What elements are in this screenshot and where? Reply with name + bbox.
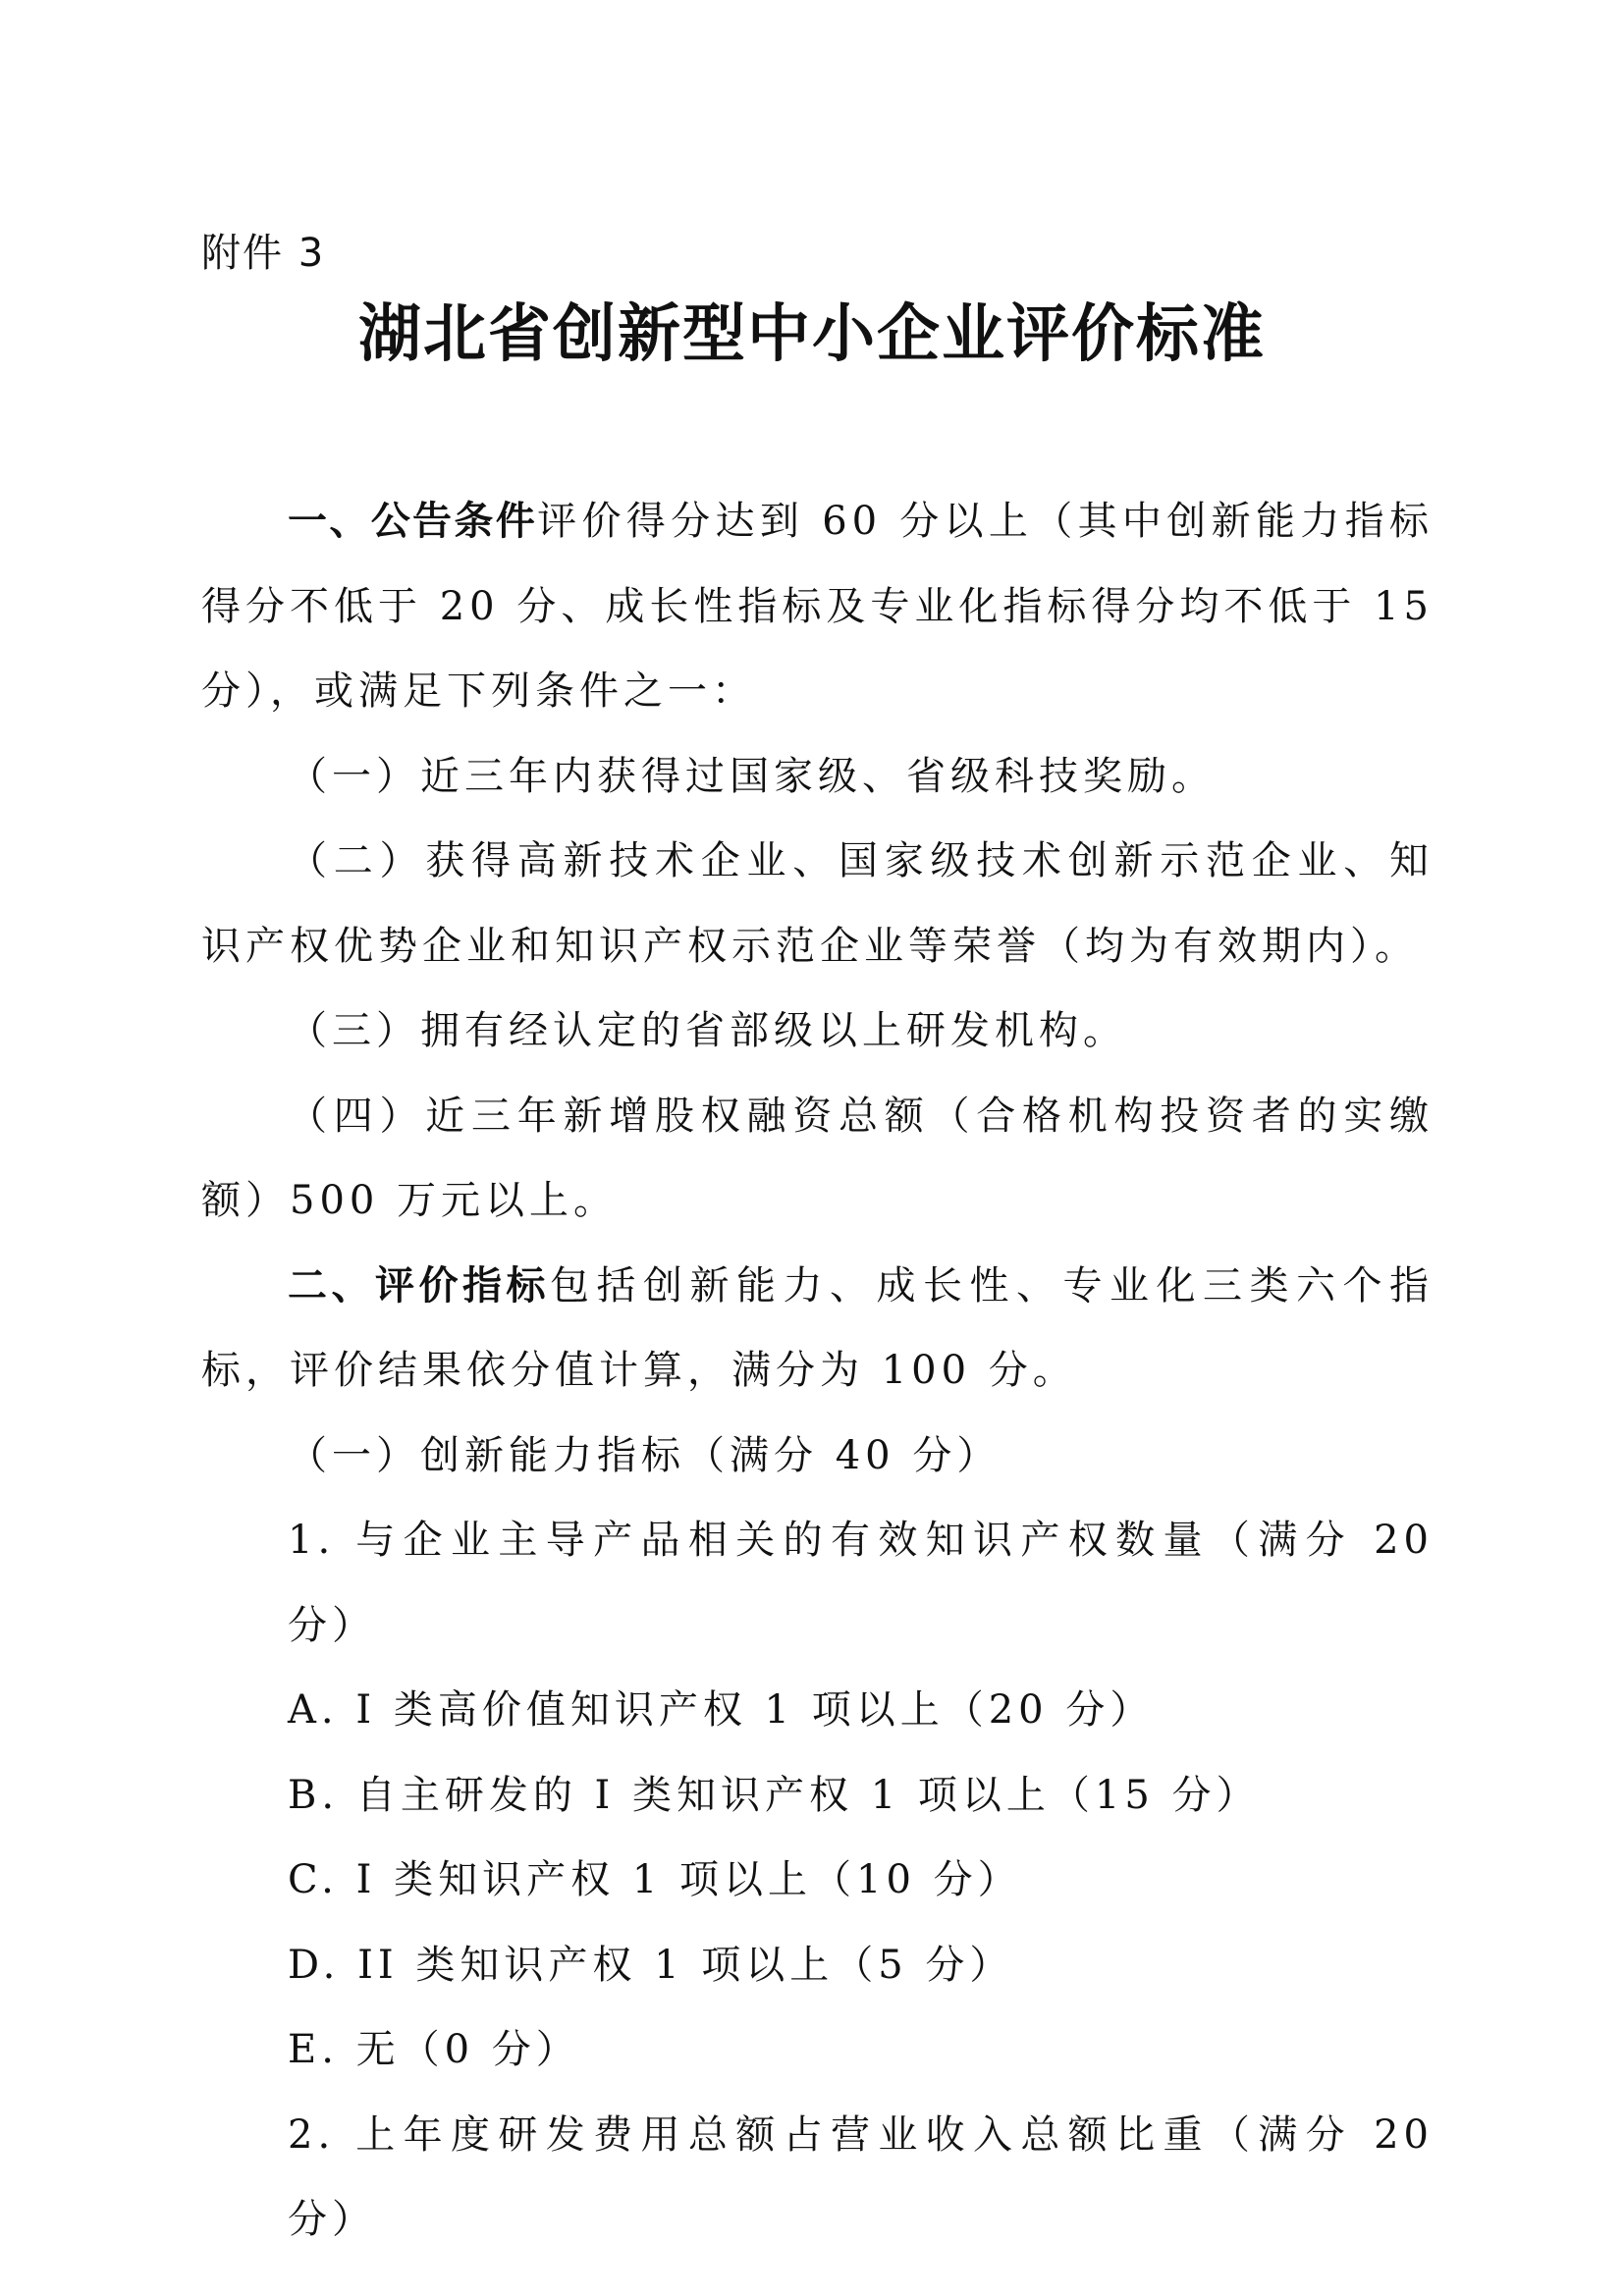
condition-2: （二）获得高新技术企业、国家级技术创新示范企业、知识产权优势企业和知识产权示范企业等荣誉（均为有效期内）。 — [201, 838, 1434, 969]
section2-text: 包括创新能力、成长性、专业化三类六个指标，评价结果依分值计算，满分为 100 分。 — [201, 1262, 1434, 1393]
section1-heading: 一、公告条件 — [288, 499, 538, 544]
attachment-label: 附件 3 — [201, 231, 326, 276]
option-c: C. I 类知识产权 1 项以上（10 分） — [288, 1857, 1022, 1902]
section2-heading: 二、评价指标 — [288, 1262, 550, 1308]
condition-4: （四）近三年新增股权融资总额（合格机构投资者的实缴额）500 万元以上。 — [201, 1093, 1434, 1223]
indicator-2: 2. 上年度研发费用总额占营业收入总额比重（满分 20 分） — [288, 2111, 1434, 2242]
section2-paragraph — [201, 1244, 1434, 1414]
section1-text: 评价得分达到 60 分以上（其中创新能力指标得分不低于 20 分、成长性指标及专业化指标得分均不低于 15 分），或满足下列条件之一： — [201, 499, 1435, 714]
indicator-1: 1. 与企业主导产品相关的有效知识产权数量（满分 20 分） — [288, 1518, 1434, 1648]
option-b: B. 自主研发的 I 类知识产权 1 项以上（15 分） — [288, 1772, 1261, 1818]
document-body — [201, 479, 1434, 2263]
option-a: A. I 类高价值知识产权 1 项以上（20 分） — [288, 1687, 1155, 1733]
section1-paragraph — [201, 479, 1434, 734]
condition-1: （一）近三年内获得过国家级、省级科技奖励。 — [288, 753, 1216, 799]
condition-3: （三）拥有经认定的省部级以上研发机构。 — [288, 1008, 1127, 1053]
innovation-subheading: （一）创新能力指标（满分 40 分） — [288, 1432, 1001, 1478]
option-d: D. II 类知识产权 1 项以上（5 分） — [288, 1942, 1014, 1988]
option-e: E. 无（0 分） — [288, 2027, 580, 2072]
document-title: 湖北省创新型中小企业评价标准 — [358, 297, 1266, 371]
